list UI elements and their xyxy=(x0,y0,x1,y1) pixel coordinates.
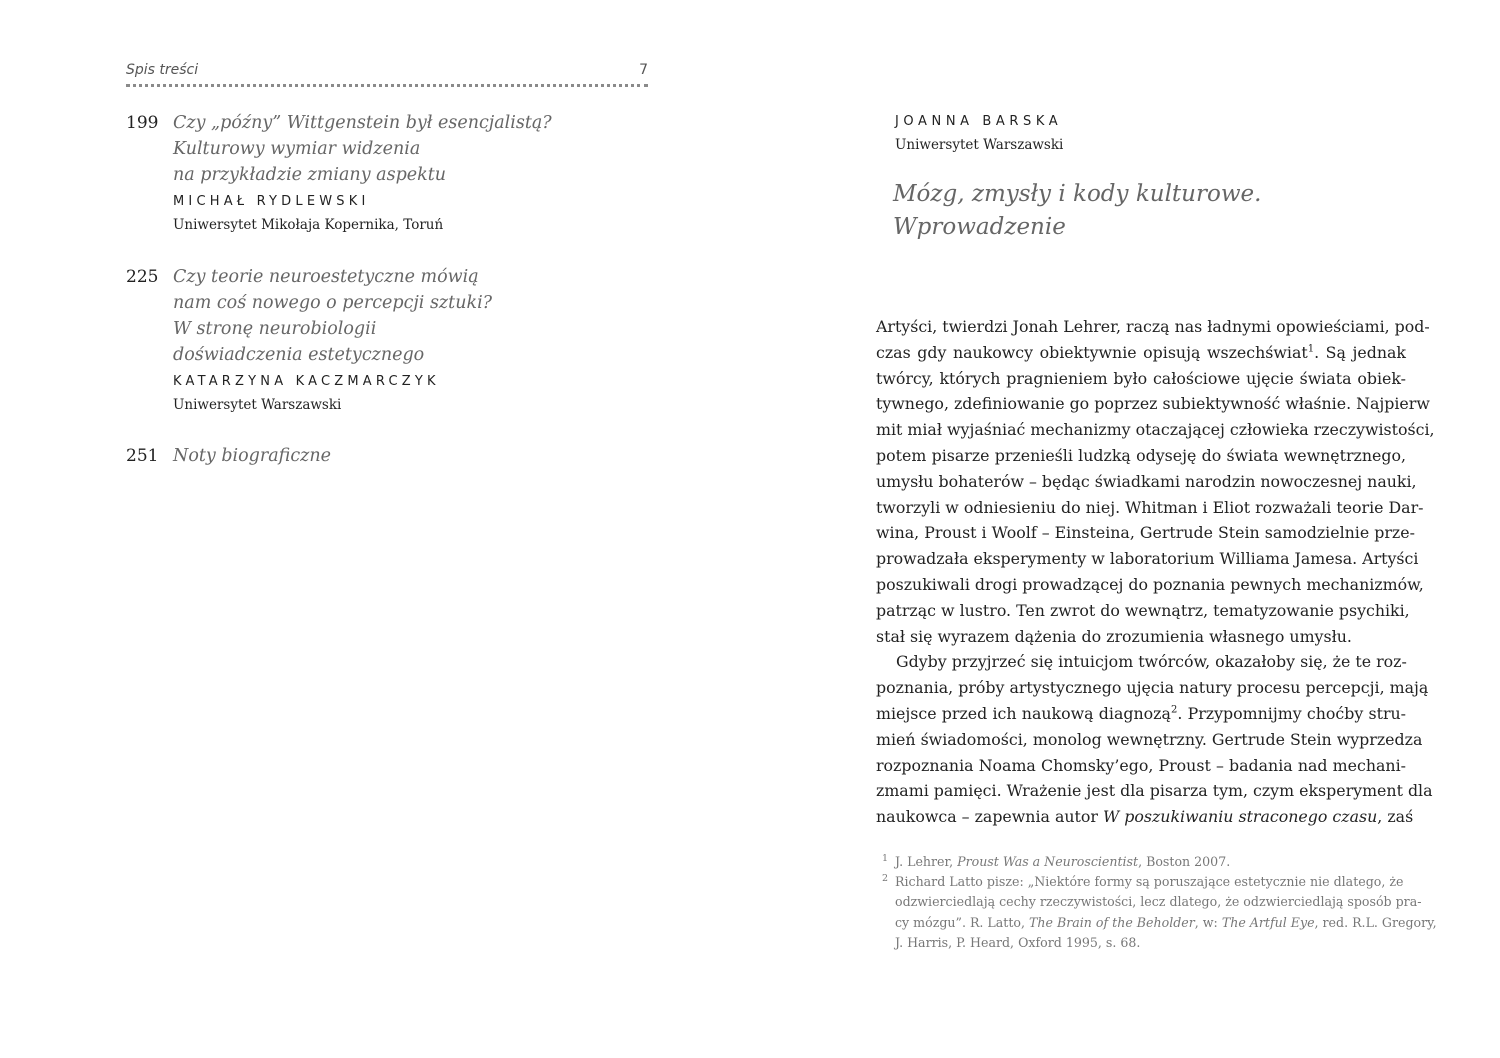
running-head-title: Spis treści xyxy=(126,62,199,78)
footnote-ref[interactable]: 1 xyxy=(1307,343,1315,355)
toc-affiliation: Uniwersytet Mikołaja Kopernika, Toruń xyxy=(173,217,444,233)
chapter-title-line: Wprowadzenie xyxy=(893,214,1066,240)
body-line: Artyści, twierdzi Jonah Lehrer, raczą nas ładnymi opowieściami, pod- xyxy=(876,317,1430,336)
toc-page-number: 225 xyxy=(126,267,159,287)
toc-affiliation: Uniwersytet Warszawski xyxy=(173,397,342,413)
chapter-title-line: Mózg, zmysły i kody kulturowe. xyxy=(893,181,1262,207)
body-line: mień świadomości, monolog wewnętrzny. Gertrude Stein wyprzedza xyxy=(876,729,1423,749)
body-line: mit miał wyjaśniać mechanizmy otaczającej człowieka rzeczywistości, xyxy=(876,420,1435,440)
toc-page-number: 251 xyxy=(126,446,159,466)
body-line: potem pisarze przenieśli ludzką odyseję do świata wewnętrznego, xyxy=(876,445,1406,465)
footnote-line: J. Harris, P. Heard, Oxford 1995, s. 68. xyxy=(895,934,1141,950)
toc-title-line: Czy teorie neuroestetyczne mówią xyxy=(173,267,479,287)
footnote-ref[interactable]: 2 xyxy=(1170,704,1178,716)
running-head xyxy=(126,62,648,87)
body-line: rozpoznania Noama Chomsky’ego, Proust – badania nad mechani- xyxy=(876,755,1406,775)
footnotes xyxy=(876,852,1437,953)
toc-title-line: W stronę neurobiologii xyxy=(173,319,377,339)
body-line: zmami pamięci. Wrażenie jest dla pisarza tym, czym eksperyment dla xyxy=(876,781,1433,801)
running-head-page-number: 7 xyxy=(639,62,648,78)
body-line: miejsce przed ich naukową diagnozą$^2$. Przypomnijmy choćby stru- xyxy=(876,703,1407,723)
toc-author: MICHAŁ RYDLEWSKI xyxy=(173,194,370,209)
body-line: stał się wyrazem dążenia do zrozumienia własnego umysłu. xyxy=(876,626,1352,646)
body-line: poznania, próby artystycznego ujęcia natury procesu percepcji, mają xyxy=(876,678,1429,698)
body-line: tworzyli w odniesieniu do niej. Whitman i Eliot rozważali teorie Dar- xyxy=(876,497,1424,517)
body-line: patrząc w lustro. Ten zwrot do wewnątrz, tematyzowanie psychiki, xyxy=(876,600,1410,620)
body-line: wina, Proust i Woolf – Einsteina, Gertrude Stein samodzielnie prze- xyxy=(876,523,1415,543)
toc-title-line: nam coś nowego o percepcji sztuki? xyxy=(173,293,493,313)
toc-title-line: Kulturowy wymiar widzenia xyxy=(173,139,421,159)
footnote-mark: 1 xyxy=(882,853,889,864)
toc-author: KATARZYNA KACZMARCZYK xyxy=(173,374,440,389)
footnote-mark: 2 xyxy=(882,873,889,885)
body-line: poszukiwali drogi prowadzącej do poznania pewnych mechanizmów, xyxy=(876,574,1424,594)
body-line: Gdyby przyjrzeć się intuicjom twórców, okazałoby się, że te roz- xyxy=(896,652,1407,672)
toc-title-line: Noty biograficzne xyxy=(173,446,331,466)
body-line: umysłu bohaterów – będąc świadkami narodzin nowoczesnej nauki, xyxy=(876,471,1417,491)
footnote-line: J. Lehrer, Proust Was a Neuroscientist, Boston 2007. xyxy=(895,854,1231,869)
footnote xyxy=(876,852,1402,872)
toc-title-line: doświadczenia estetycznego xyxy=(173,345,425,365)
body-line: prowadzała eksperymenty w laboratorium Williama Jamesa. Artyści xyxy=(876,549,1419,569)
chapter-title xyxy=(893,178,1413,244)
footnote-line: cy mózgu”. R. Latto, The Brain of the Beholder, w: The Artful Eye, red. R.L. Gregory, xyxy=(895,914,1437,930)
toc-title-line: na przykładzie zmiany aspektu xyxy=(173,165,447,185)
body-text xyxy=(876,314,1435,830)
right-page xyxy=(750,0,1500,1058)
body-line: naukowca – zapewnia autor W poszukiwaniu straconego czasu, zaś xyxy=(876,807,1414,827)
toc-page-number: 199 xyxy=(126,113,159,133)
footnote xyxy=(876,872,1437,953)
footnote-line: Richard Latto pisze: „Niektóre formy są poruszające estetycznie nie dlatego, że xyxy=(895,874,1404,890)
body-line: czas gdy naukowcy obiektywnie opisują wszechświat$^1$. Są jednak xyxy=(876,342,1406,362)
toc-title-line: Czy „późny” Wittgenstein był esencjalistą? xyxy=(173,113,552,133)
footnote-line: odzwierciedlają cechy rzeczywistości, lecz dlatego, że odzwierciedlają sposób pra- xyxy=(895,894,1422,910)
chapter-author: JOANNA BARSKA xyxy=(895,114,1063,129)
chapter-affiliation: Uniwersytet Warszawski xyxy=(895,137,1064,153)
body-line: twórcy, których pragnieniem było całościowe ujęcie świata obiek- xyxy=(876,368,1406,388)
body-line: tywnego, zdefiniowanie go poprzez subiektywność właśnie. Najpierw xyxy=(876,394,1430,414)
